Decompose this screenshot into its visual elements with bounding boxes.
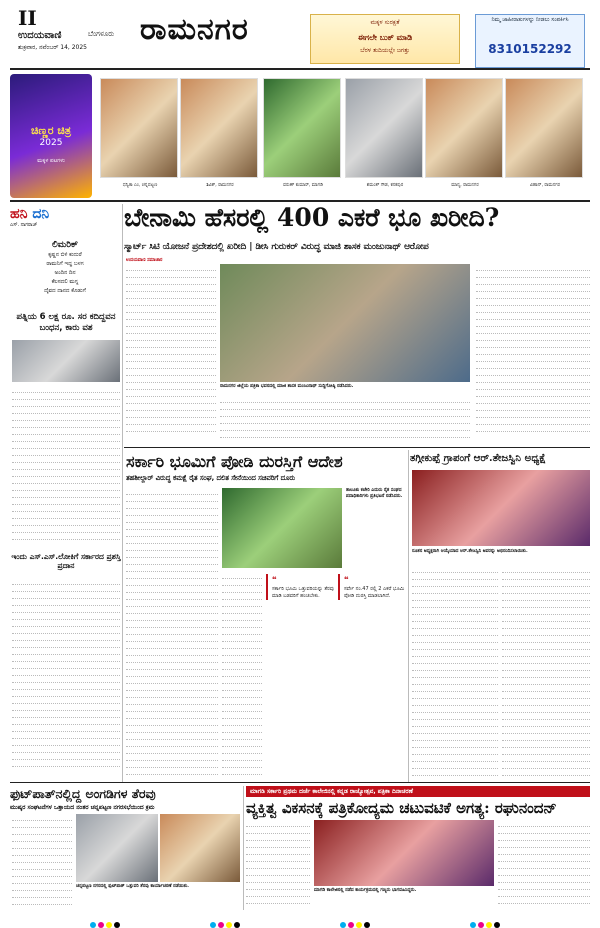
lead-byline: ಉದಯವಾಣಿ ಸಮಾಚಾರ (126, 258, 163, 263)
top-advertisement (310, 14, 460, 64)
child-caption: ಶಿವಿಕ್, ರಾಮನಗರ (206, 183, 234, 188)
bottom-section-rule (10, 782, 590, 783)
land-photo-caption: ತಾಲೂಕು ಕಚೇರಿ ಎದುರು ರೈತ ಸಂಘದ ಪದಾಧಿಕಾರಿಗಳು ಪ್ರತಿಭಟನೆ ನಡೆಸಿದರು. (346, 488, 403, 499)
gram-headline: ತಗ್ಗೀಕುಪ್ಪೆ ಗ್ರಾಪಂಗೆ ಆರ್.ತೇಜಸ್ವಿನಿ ಅಧ್ಯಕ್ಷೆ (410, 452, 546, 464)
press-meet-photo (220, 264, 470, 382)
print-registration-marks (210, 913, 242, 921)
lead-story-body (126, 264, 216, 444)
print-registration-marks (470, 913, 502, 921)
lead-subhead: ಸ್ಮಾರ್ಟ್ ಸಿಟಿ ಯೋಜನೆ ಪ್ರದೇಶದಲ್ಲಿ ಖರೀದಿ | ಡೀಸಿ ಗುರುಕರ್ ವಿರುದ್ಧ ಮಾಜಿ ಶಾಸಕ ಮಂಜುನಾಥ್ ಆರೋಪ (124, 242, 429, 252)
ad-text: ನಿಮ್ಮ ಜಾಹೀರಾತುಗಳನ್ನು ನೀಡಲು ಸಂಪರ್ಕಿಸಿ (491, 17, 569, 23)
ad-line: ಮಕ್ಕಳ ಸುರಕ್ಷತೆ (370, 19, 400, 26)
quote-text: ಸರ್ಕಾರಿ ಭೂಮಿ ಒತ್ತುವರಿಯನ್ನು ತೆರವು ಮಾಡಿ ಬಡವರಿಗೆ ಹಂಚಬೇಕು. (272, 585, 334, 599)
logo-hani: ಹನಿ (10, 206, 28, 222)
limerick-line: ಅಂದಿನ ದಿನ (54, 270, 76, 276)
date-line: ಶುಕ್ರವಾರ, ನವೆಂಬರ್ 14, 2025 (18, 44, 87, 51)
contact-advertisement (475, 14, 585, 68)
quote-mark-icon: ❝ (344, 575, 349, 584)
section-rule (124, 447, 590, 448)
child-caption: ವರುಣ್ ಕುಮಾರ್, ಮಾಗಡಿ (283, 183, 323, 188)
hani-dani-column (10, 206, 120, 295)
felicitation-photo (412, 470, 590, 546)
award-story-body (12, 578, 120, 778)
child-photo (505, 78, 583, 178)
journalism-headline: ವ್ಯಕ್ತಿತ್ವ ವಿಕಸನಕ್ಕೆ ಪತ್ರಿಕೋದ್ಯಮ ಚಟುವಟಿಕೆ ಅಗತ್ಯ: ರಘುನಂದನ್ (246, 799, 557, 817)
land-story-body (126, 488, 218, 778)
limerick-line: ಕೆಲಸದಲಿ ಮಗ್ನ (51, 279, 79, 285)
badge-subtitle: ಮಕ್ಕಳ ಪಟಗಳು (37, 158, 65, 164)
lead-story-body-3 (476, 264, 590, 444)
child-photo (263, 78, 341, 178)
journalism-photo-caption: ಮಾಗಡಿ ಕಾಲೇಜಿನಲ್ಲಿ ನಡೆದ ಕಾರ್ಯಕ್ರಮದಲ್ಲಿ ಗಣ್ಯರು ಭಾಗವಹಿಸಿದ್ದರು. (314, 888, 417, 893)
protest-photo (222, 488, 342, 568)
footpath-photo-2 (160, 814, 240, 882)
badge-title: ಚಿಣ್ಣರ ಚಿತ್ರ (30, 124, 72, 137)
badge-year: 2025 (39, 138, 63, 148)
gram-photo-caption: ನೂತನ ಅಧ್ಯಕ್ಷರಾಗಿ ಆಯ್ಕೆಯಾದ ಆರ್.ತೇಜಸ್ವಿನಿ ಅವರನ್ನು ಅಭಿನಂದಿಸಲಾಯಿತು. (412, 549, 528, 554)
gram-story-body (412, 566, 498, 778)
header-rule (10, 68, 590, 70)
lead-photo-caption: ರಾಮನಗರ ಜಿಲ್ಲೆಯ ಪತ್ರಿಕಾ ಭವನದಲ್ಲಿ ಮಾಜಿ ಶಾಸಕ ಮಂಜುನಾಥ್ ಸುದ್ದಿಗೋಷ್ಠಿ ನಡೆಸಿದರು. (220, 384, 354, 389)
child-caption: ಮಾನ್ಯ, ರಾಮನಗರ (451, 183, 479, 188)
journalism-kicker: ಮಾಗಡಿ ಸರ್ಕಾರಿ ಪ್ರಥಮ ದರ್ಜೆ ಕಾಲೇಜಿನಲ್ಲಿ ಕನ್ನಡ ರಾಜ್ಯೋತ್ಸವ, ಪತ್ರಿಕಾ ದಿನಾಚರಣೆ (246, 786, 590, 797)
ad-phone: 8310152292 (488, 42, 572, 56)
column-divider (408, 450, 409, 782)
edition-city: ಬೆಂಗಳೂರು (88, 30, 115, 38)
page-number: II (18, 6, 37, 30)
logo-dani: ದನಿ (32, 206, 50, 222)
banner-rule (10, 200, 590, 202)
land-subhead: ತಹಶೀಲ್ದಾರ್ ವಿರುದ್ಧ ಕಮಕ್ಷೆ ರೈತ ಸಂಘ, ದಲಿತ ಸೇನೆಯಿಂದ ಸಚಿವರಿಗೆ ದೂರು (126, 474, 296, 482)
footpath-photo (76, 814, 158, 882)
footpath-headline: ಫುಟ್‌ಪಾತ್‌ನಲ್ಲಿದ್ದ ಅಂಗಡಿಗಳ ತೆರವು (10, 786, 156, 801)
quote-text: ಸರ್ವೇ ನಂ.47 ರಲ್ಲಿ 2 ಎಕರೆ ಭೂಮಿ ಪೋಡಿ ದುರಸ್ತಿ ಮಾಡಲಾಗಿದೆ. (344, 585, 405, 599)
land-headline: ಸರ್ಕಾರಿ ಭೂಮಿಗೆ ಪೋಡಿ ದುರಸ್ತಿಗೆ ಆದೇಶ (126, 452, 343, 471)
child-caption: ಶಮಂತ್ ಗೌಡ, ಕನಕಪುರ (366, 183, 404, 188)
footpath-photo-caption: ಚನ್ನಪಟ್ಟಣ ನಗರದಲ್ಲಿ ಫುಟ್‌ಪಾತ್ ಒತ್ತುವರಿ ತೆರವು ಕಾರ್ಯಾಚರಣೆ ನಡೆಯಿತು. (76, 884, 190, 889)
footpath-subhead: ಮುಷ್ಕರ ಸಂಘಟನೆಗಳ ಒತ್ತಾಯದ ನಂತರ ಚನ್ನಪಟ್ಟಣ ನಗರಸಭೆಯಿಂದ ಕ್ರಮ (10, 804, 155, 811)
hani-dani-logo (10, 206, 120, 222)
hani-dani-byline: ಎಸ್. ನಾಗರಾಜ್ (10, 222, 38, 228)
lead-headline: ಬೇನಾಮಿ ಹೆಸರಲ್ಲಿ 400 ಎಕರೆ ಭೂ ಖರೀದಿ? (124, 203, 500, 232)
child-photo (180, 78, 258, 178)
limerick-line: ಕೃಷ್ಣನ ಬಿಳಿ ಕುದುರೆ (48, 252, 82, 258)
child-photo (425, 78, 503, 178)
limerick-heading: ಲಿಮರಿಕ್ (51, 240, 78, 250)
footpath-story-body (12, 814, 72, 908)
land-quote-2 (338, 574, 408, 600)
child-photo (100, 78, 178, 178)
child-photo (345, 78, 423, 178)
ad-line: ಈಗಲೇ ಬುಕ್ ಮಾಡಿ (357, 33, 413, 42)
journalism-story-body (246, 820, 310, 910)
print-registration-marks (90, 913, 122, 921)
gram-story-body-2 (502, 566, 590, 778)
college-event-photo (314, 820, 494, 886)
column-divider (122, 204, 123, 782)
theft-photo (12, 340, 120, 382)
column-divider (243, 786, 244, 910)
ad-line: ಬೆರಳ ತುದಿಯಲ್ಲೇ ಜಗತ್ತು (360, 47, 410, 54)
chinnara-chitra-badge (10, 74, 92, 198)
limerick-line: ರಾಮನಿಗೆ ಇದ್ದ ಬಳಗ (46, 261, 84, 267)
quote-mark-icon: ❝ (272, 575, 277, 584)
award-headline: ಇಂದು ಎಸ್.ಎಸ್.ಲೋಕಿಗೆ ಸರ್ಕಾರದ ಪ್ರಶಸ್ತಿ ಪ್ರದಾನ (11, 552, 121, 571)
chain-theft-headline: ಪತ್ನಿಯ 6 ಲಕ್ಷ ರೂ. ಸರ ಕದಿದ್ದವನ ಬಂಧನ, ಕಾರು ವಶ (16, 312, 116, 333)
newspaper-brand: ಉದಯವಾಣಿ (18, 30, 62, 41)
print-registration-marks (340, 913, 372, 921)
journalism-story-body-2 (498, 820, 590, 910)
child-caption: ಧನ್ವಿಕಾ ಎಂ, ಚನ್ನಪಟ್ಟಣ (122, 183, 158, 188)
land-story-body-2 (222, 572, 262, 778)
limerick-line: ದೈವದ ದಾನದ ಕೊಡುಗೆ (44, 288, 86, 294)
theft-story-body (12, 386, 120, 550)
lead-story-body-2 (220, 396, 470, 444)
section-title: ರಾಮನಗರ (140, 12, 249, 47)
land-quote-1 (266, 574, 334, 600)
child-caption: ವಿಹಾನ್, ರಾಮನಗರ (530, 183, 560, 188)
